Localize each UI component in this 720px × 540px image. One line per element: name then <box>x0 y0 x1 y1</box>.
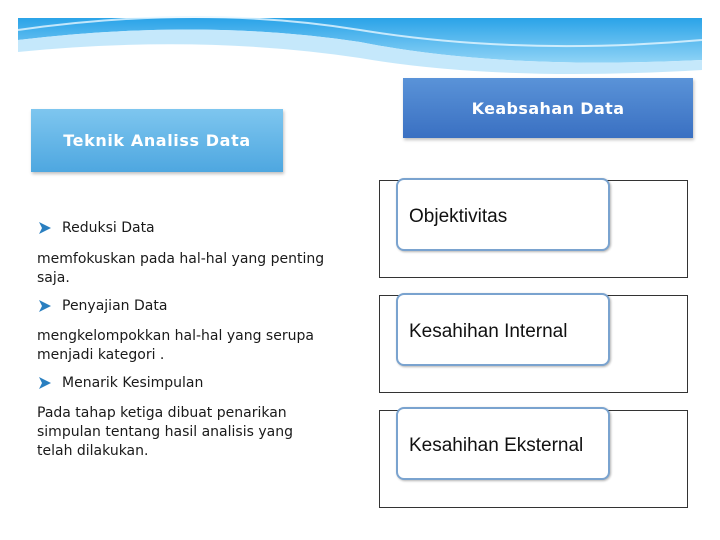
technique-item <box>38 220 155 236</box>
technique-description: Pada tahap ketiga dibuat penarikan simpulan tentang hasil analisis yang telah dilakukan. <box>37 405 293 459</box>
left-header-label: Teknik Analiss Data <box>63 131 251 150</box>
validity-label: Kesahihan Internal <box>409 321 568 342</box>
technique-title: Reduksi Data <box>62 220 155 236</box>
arrow-bullet-icon <box>38 376 52 390</box>
technique-title: Penyajian Data <box>62 298 168 314</box>
right-header-box <box>403 78 693 138</box>
technique-description: memfokuskan pada hal-hal yang penting saja. <box>37 251 325 286</box>
validity-label: Objektivitas <box>409 206 508 227</box>
technique-item <box>38 375 203 391</box>
technique-item <box>38 298 167 314</box>
validity-label: Kesahihan Eksternal <box>409 435 584 456</box>
validity-card <box>396 407 610 480</box>
technique-description: mengkelompokkan hal-hal yang serupa menjadi kategori . <box>37 328 314 363</box>
arrow-bullet-icon <box>38 221 52 235</box>
right-header-label: Keabsahan Data <box>471 99 625 118</box>
validity-card <box>396 178 610 251</box>
technique-title: Menarik Kesimpulan <box>62 375 204 391</box>
left-header-box <box>31 109 283 172</box>
validity-card <box>396 293 610 366</box>
header-banner <box>0 0 720 90</box>
arrow-bullet-icon <box>38 299 52 313</box>
